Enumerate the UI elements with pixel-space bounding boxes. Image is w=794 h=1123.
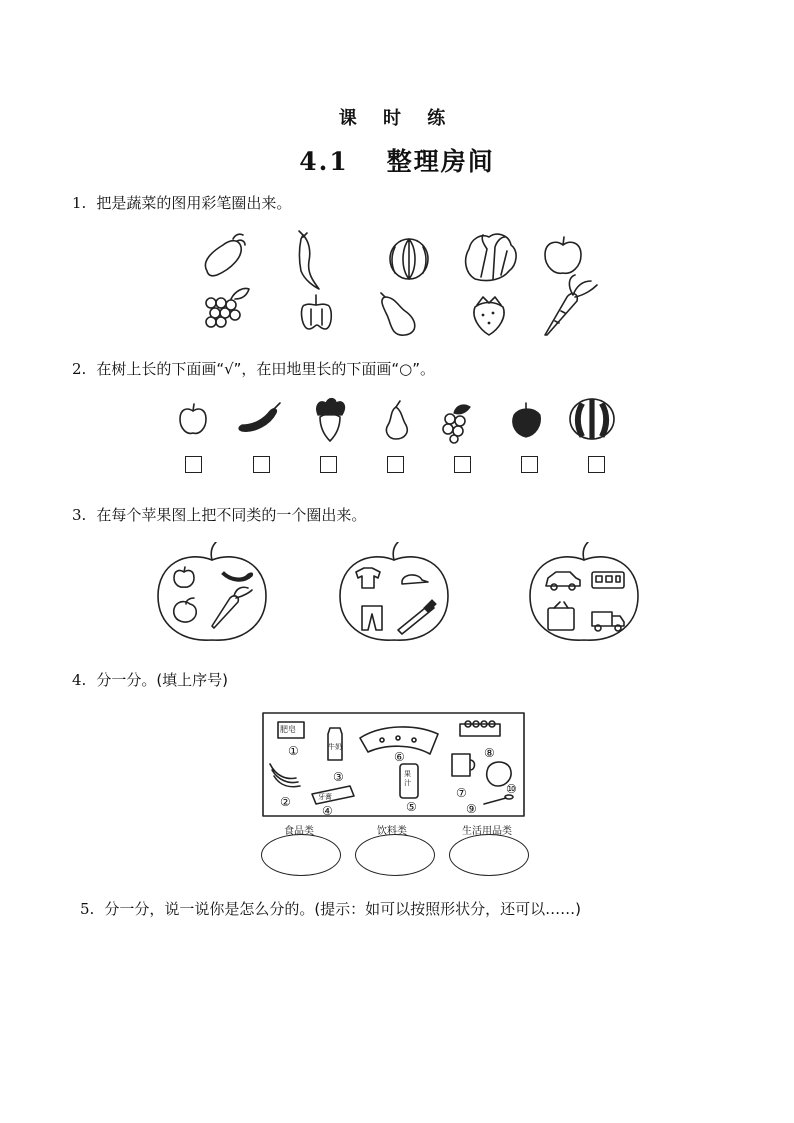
apple-outline-icon: [340, 542, 448, 640]
item-number-10: ⑩: [506, 782, 517, 796]
chili-pepper-icon[interactable]: [299, 231, 319, 289]
answer-box[interactable]: [185, 456, 202, 473]
page-title: [0, 142, 794, 178]
bell-pepper-icon[interactable]: [302, 295, 332, 329]
car-icon[interactable]: [546, 572, 580, 590]
answer-box[interactable]: [521, 456, 538, 473]
shirt-icon[interactable]: [356, 568, 380, 588]
apple-icon: [180, 404, 206, 433]
question-4: 4. 分一分。(填上序号): [72, 671, 229, 689]
banana-bunch-icon: [270, 764, 300, 787]
tv-icon[interactable]: [548, 602, 574, 630]
truck-icon[interactable]: [592, 612, 624, 631]
apple-icon[interactable]: [545, 237, 581, 273]
question-1: 1. 把是蔬菜的图用彩笔圈出来。: [72, 194, 292, 212]
answer-box[interactable]: [253, 456, 270, 473]
answer-oval-daily-goods[interactable]: [449, 834, 529, 876]
q1-picture-grid: [195, 225, 615, 340]
mug-icon: [452, 754, 475, 776]
cap-icon[interactable]: [402, 575, 428, 584]
section-title: 整理房间: [386, 147, 495, 176]
section-number: 4.1: [299, 147, 349, 176]
answer-box[interactable]: [387, 456, 404, 473]
bus-icon[interactable]: [592, 572, 624, 588]
spoon-icon: [484, 795, 513, 804]
pear-icon[interactable]: [381, 293, 415, 335]
answer-oval-food[interactable]: [261, 834, 341, 876]
watermelon-icon[interactable]: [390, 239, 428, 279]
item-number-6: ⑥: [394, 750, 405, 764]
question-3: 3. 在每个苹果图上把不同类的一个圈出来。: [72, 506, 367, 524]
banana-icon[interactable]: [222, 572, 253, 581]
answer-box[interactable]: [320, 456, 337, 473]
fig-icon: [513, 403, 541, 437]
item-number-3: ③: [333, 770, 344, 784]
question-2: 2. 在树上长的下面画“√”，在田地里长的下面画“○”。: [72, 360, 436, 378]
answer-box[interactable]: [454, 456, 471, 473]
eggplant-icon[interactable]: [205, 234, 245, 276]
milk-label: 牛奶: [328, 743, 342, 751]
watermelon-icon: [570, 399, 614, 439]
apple-icon[interactable]: [174, 567, 194, 587]
answer-box[interactable]: [588, 456, 605, 473]
category-label-daily-goods: 生活用品类: [462, 826, 512, 837]
pants-icon[interactable]: [362, 606, 382, 630]
item-number-7: ⑦: [456, 786, 467, 800]
item-number-2: ②: [280, 795, 291, 809]
item-number-4: ④: [322, 804, 333, 818]
soap-label: 肥皂: [280, 725, 296, 734]
category-label-food: 食品类: [284, 826, 314, 837]
item-number-9: ⑨: [466, 802, 477, 816]
question-5: 5. 分一分，说一说你是怎么分的。(提示：如可以按照形状分，还可以……): [80, 900, 582, 918]
peach-icon[interactable]: [174, 598, 197, 622]
pear-icon: [386, 401, 407, 439]
page-header: 课 时 练: [338, 108, 456, 129]
egg-tray-icon: [460, 721, 500, 736]
grapes-icon[interactable]: [206, 288, 249, 327]
toothpaste-label: 牙膏: [318, 793, 332, 801]
item-number-8: ⑧: [484, 746, 495, 760]
q2-picture-row: [170, 395, 630, 445]
carrot-icon[interactable]: [212, 587, 252, 628]
toothbrush-icon[interactable]: [398, 600, 436, 634]
juice-label: 果汁: [404, 770, 411, 787]
strawberry-icon[interactable]: [474, 297, 504, 335]
item-number-1: ①: [288, 744, 299, 758]
cabbage-icon[interactable]: [466, 234, 516, 280]
item-number-5: ⑤: [406, 800, 417, 814]
q4-item-panel: [262, 712, 525, 817]
eggplant-icon: [239, 403, 280, 431]
category-label-drinks: 饮料类: [377, 826, 407, 837]
q3-apple-groups: [150, 542, 650, 647]
carrot-icon[interactable]: [545, 275, 597, 335]
grapes-icon: [443, 405, 470, 443]
radish-icon: [317, 399, 345, 442]
answer-oval-drinks[interactable]: [355, 834, 435, 876]
